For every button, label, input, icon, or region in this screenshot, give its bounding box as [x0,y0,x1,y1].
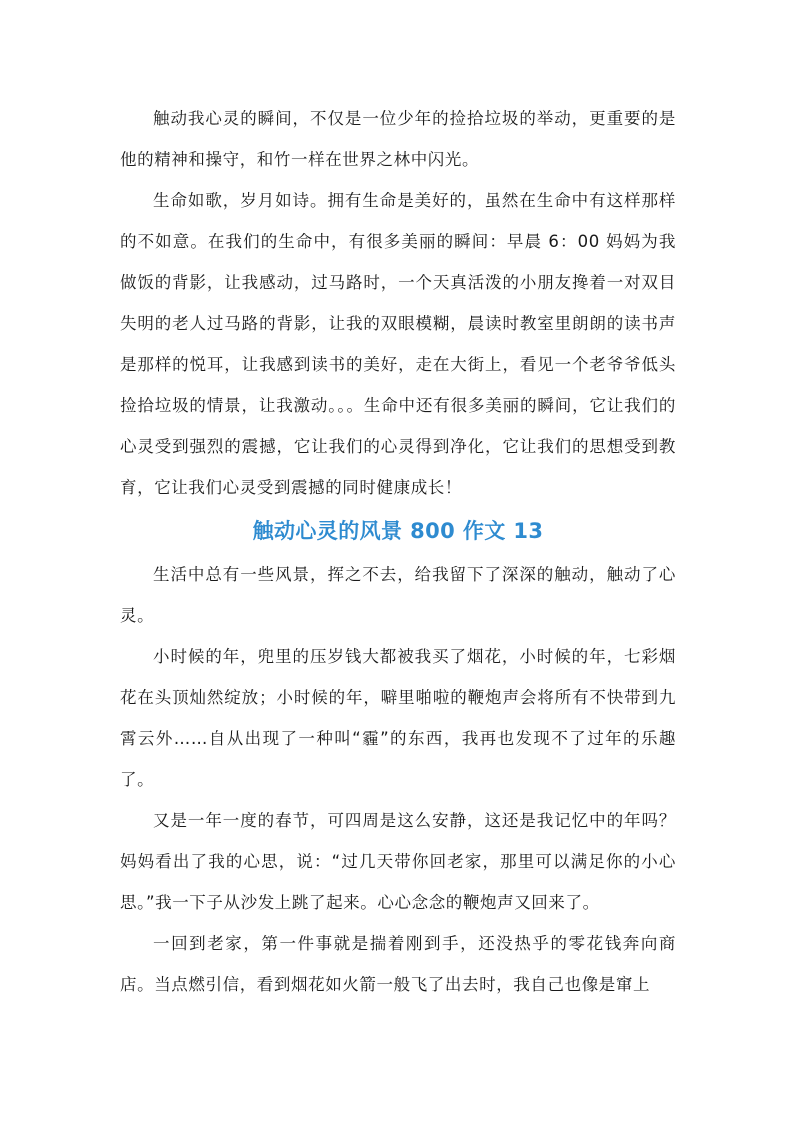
paragraph-5: 又是一年一度的春节，可四周是这么安静，这还是我记忆中的年吗？妈妈看出了我的心思，说：“过几天带你回老家，那里可以满足你的小心思。”我一下子从沙发上跳了起来。心心念念的鞭炮声又回来了。 [120,811,676,912]
paragraph-1: 触动我心灵的瞬间，不仅是一位少年的捡拾垃圾的举动，更重要的是他的精神和操守，和竹一样在世界之林中闪光。 [120,109,676,169]
paragraph-2: 生命如歌，岁月如诗。拥有生命是美好的，虽然在生命中有这样那样的不如意。在我们的生命中，有很多美丽的瞬间：早晨 6：00 妈妈为我做饭的背影，让我感动，过马路时，一个天真活泼的小朋友搀着一对双目失明的老人过马路的背影，让我的双眼模糊，晨读时教室里朗朗的读书声是那样的悦耳，让我感到读书的美好，走在大街上，看见一个老爷爷低头捡拾垃圾的情景，让我激动。。。生命中还有很多美丽的瞬间，它让我们的心灵受到强烈的震撼，它让我们的心灵得到净化，它让我们的思想受到教育，它让我们心灵受到震撼的同时健康成长！ [120,191,676,497]
document-body [120,98,676,1005]
paragraph-6: 一回到老家，第一件事就是揣着刚到手，还没热乎的零花钱奔向商店。当点燃引信，看到烟花如火箭一般飞了出去时，我自己也像是窜上 [120,934,676,994]
paragraph-3: 生活中总有一些风景，挥之不去，给我留下了深深的触动，触动了心灵。 [120,565,676,625]
section-heading: 触动心灵的风景 800 作文 13 [252,519,544,543]
paragraph-4: 小时候的年，兜里的压岁钱大都被我买了烟花，小时候的年，七彩烟花在头顶灿然绽放；小时候的年，噼里啪啦的鞭炮声会将所有不快带到九霄云外……自从出现了一种叫“霾”的东西，我再也发现不了过年的乐趣了。 [120,647,676,789]
